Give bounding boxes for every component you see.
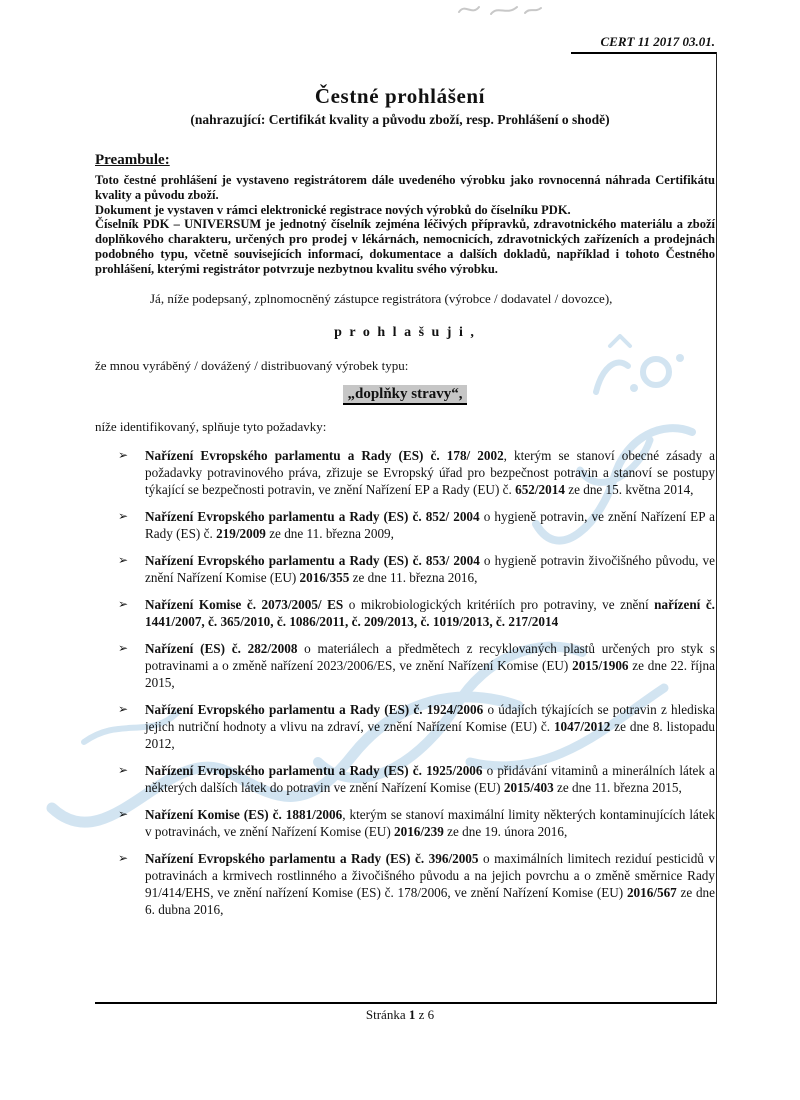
requirement-item bbox=[95, 552, 715, 586]
page-number-suffix: z 6 bbox=[415, 1007, 435, 1022]
page-number-line bbox=[0, 1007, 800, 1023]
footer-rule bbox=[95, 1002, 717, 1004]
requirement-text-bold: 2016/567 bbox=[626, 884, 677, 900]
preamble-paragraph: Číselník PDK – UNIVERSUM je jednotný číselník zejména léčivých přípravků, zdravotnického materiálu a zboží doplňkového charakteru, určených pro prodej v lékárnách, nemocnicích, zdravotnických zařízeních a prodejnách podobného typu, včetně souvisejících informací, dokumentace a dalších dokladů, například i tohoto Čestného prohlášení, kterými registrátor potvrzuje nezbytnou kvalitu svého výrobku. bbox=[95, 217, 715, 276]
requirement-text-bold: Nařízení (ES) č. 282/2008 bbox=[145, 640, 298, 656]
requirement-text: o mikrobiologických kritériích pro potraviny, ve znění bbox=[343, 596, 655, 612]
requirement-text-bold: Nařízení Evropského parlamentu a Rady (ES) č. 178/ 2002 bbox=[145, 447, 504, 463]
requirement-text-bold: Nařízení Evropského parlamentu a Rady (ES) č. 852/ 2004 bbox=[145, 508, 480, 524]
page-number-value: 1 bbox=[408, 1007, 416, 1022]
requirement-text: o materiálech a předmětech z recyklovaných plastů určených pro styk s potravinami a o změně nařízení 2023/2006/ES, ve znění Nařízení Komise (EU) bbox=[145, 640, 715, 673]
requirement-item bbox=[95, 806, 715, 840]
requirements-intro-line: níže identifikovaný, splňuje tyto požadavky: bbox=[95, 418, 327, 434]
bullet-arrow-icon: ➢ bbox=[118, 508, 129, 523]
requirement-text: o maximálních limitech reziduí pesticidů v potravinách a krmivech rostlinného a živočišného původu a na jejich povrchu a o změně směrnice Rady 91/414/EHS, ve znění nařízení Komise (ES) č. 178/2006, ve znění Nařízení Komise (EU) bbox=[145, 850, 715, 900]
requirement-text-bold: 2016/355 bbox=[299, 569, 350, 585]
scan-artifact bbox=[455, 0, 545, 20]
requirement-text: o hygieně potravin, ve znění Nařízení EP a Rady (ES) č. bbox=[145, 508, 715, 541]
page-subtitle: (nahrazující: Certifikát kvality a původu zboží, resp. Prohlášení o shodě) bbox=[190, 112, 610, 127]
requirement-text-bold: Nařízení Evropského parlamentu a Rady (ES) č. 1924/2006 bbox=[145, 701, 484, 717]
requirement-text: ze dne 19. února 2016, bbox=[443, 823, 568, 839]
requirement-text: ze dne 11. března 2009, bbox=[265, 525, 394, 541]
requirement-text: ze dne 11. března 2016, bbox=[349, 569, 478, 585]
document-body bbox=[95, 152, 715, 928]
requirement-item bbox=[95, 508, 715, 542]
requirement-text: ze dne 15. května 2014, bbox=[564, 481, 694, 497]
requirement-text-bold: Nařízení Komise (ES) č. 1881/2006 bbox=[145, 806, 343, 822]
bullet-arrow-icon: ➢ bbox=[118, 447, 129, 462]
bullet-arrow-icon: ➢ bbox=[118, 762, 129, 777]
bullet-arrow-icon: ➢ bbox=[118, 640, 129, 655]
requirement-item bbox=[95, 447, 715, 498]
requirement-text-bold: Nařízení Evropského parlamentu a Rady (ES) č. 1925/2006 bbox=[145, 762, 483, 778]
declarant-line: Já, níže podepsaný, zplnomocněný zástupce registrátora (výrobce / dodavatel / dovozce), bbox=[150, 290, 613, 306]
requirement-text-bold: nařízení č. 1441/2007, č. 365/2010, č. 1086/2011, č. 209/2013, č. 1019/2013, č. 217/2014 bbox=[145, 596, 715, 629]
page-title: Čestné prohlášení bbox=[314, 84, 486, 108]
requirement-text-bold: 652/2014 bbox=[515, 481, 565, 497]
requirement-text: ze dne 6. dubna 2016, bbox=[145, 884, 716, 917]
product-type-highlight: „doplňky stravy“, bbox=[343, 385, 466, 405]
page-number-prefix: Stránka bbox=[365, 1007, 409, 1022]
requirement-text: ze dne 8. listopadu 2012, bbox=[145, 718, 715, 751]
requirement-text-bold: 2015/403 bbox=[503, 779, 554, 795]
requirement-text: o hygieně potravin živočišného původu, ve znění Nařízení Komise (EU) bbox=[145, 552, 715, 585]
document-code: CERT 11 2017 03.01. bbox=[571, 34, 718, 54]
preamble-heading: Preambule: bbox=[95, 152, 170, 168]
requirement-item bbox=[95, 850, 715, 918]
requirement-text-bold: Nařízení Evropského parlamentu a Rady (ES) č. 853/ 2004 bbox=[145, 552, 480, 568]
declaration-word: p r o h l a š u j i , bbox=[334, 324, 476, 340]
page-edge-line bbox=[716, 52, 717, 1004]
bullet-arrow-icon: ➢ bbox=[118, 806, 129, 821]
requirement-item bbox=[95, 762, 715, 796]
requirement-text: , kterým se stanoví obecné zásady a požadavky potravinového práva, zřizuje se Evropský úřad pro bezpečnost potravin a stanoví se postupy týkající se bezpečnosti potravin, ve znění Nařízení EP a Rady (EU) č. bbox=[145, 447, 715, 497]
product-type-row bbox=[95, 385, 715, 405]
preamble-paragraph: Dokument je vystaven v rámci elektronické registrace nových výrobků do číselníku PDK. bbox=[95, 202, 571, 217]
bullet-arrow-icon: ➢ bbox=[118, 850, 129, 865]
requirement-text: ze dne 22. října 2015, bbox=[145, 657, 715, 690]
product-intro-line: že mnou vyráběný / dovážený / distribuovaný výrobek typu: bbox=[95, 357, 409, 373]
bullet-arrow-icon: ➢ bbox=[118, 701, 129, 716]
requirement-text-bold: 219/2009 bbox=[216, 525, 266, 541]
requirement-text: , kterým se stanoví maximální limity některých kontaminujících látek v potravinách, ve znění Nařízení Komise (EU) bbox=[145, 806, 715, 839]
requirement-text-bold: 1047/2012 bbox=[553, 718, 611, 734]
bullet-arrow-icon: ➢ bbox=[118, 596, 129, 611]
requirement-text-bold: Nařízení Komise č. 2073/2005/ ES bbox=[145, 596, 344, 612]
requirement-text: o přidávání vitaminů a minerálních látek a některých dalších látek do potravin ve znění Nařízení Komise (EU) bbox=[145, 762, 715, 795]
requirement-text-bold: Nařízení Evropského parlamentu a Rady (ES) č. 396/2005 bbox=[145, 850, 479, 866]
requirement-text: ze dne 11. března 2015, bbox=[553, 779, 682, 795]
requirements-list bbox=[95, 447, 715, 918]
requirement-item bbox=[95, 596, 715, 630]
requirement-text-bold: 2016/239 bbox=[394, 823, 444, 839]
preamble-paragraph: Toto čestné prohlášení je vystaveno registrátorem dále uvedeného výrobku jako rovnocenná náhrada Certifikátu kvality a původu zboží. bbox=[95, 173, 715, 202]
bullet-arrow-icon: ➢ bbox=[118, 552, 129, 567]
requirement-text: o údajích týkajících se potravin z hlediska jejich nutriční hodnoty a vlivu na zdraví, ve znění Nařízení Komise (EU) č. bbox=[145, 701, 715, 734]
requirement-item bbox=[95, 640, 715, 691]
requirement-item bbox=[95, 701, 715, 752]
requirement-text-bold: 2015/1906 bbox=[572, 657, 629, 673]
preamble-body bbox=[95, 173, 715, 277]
